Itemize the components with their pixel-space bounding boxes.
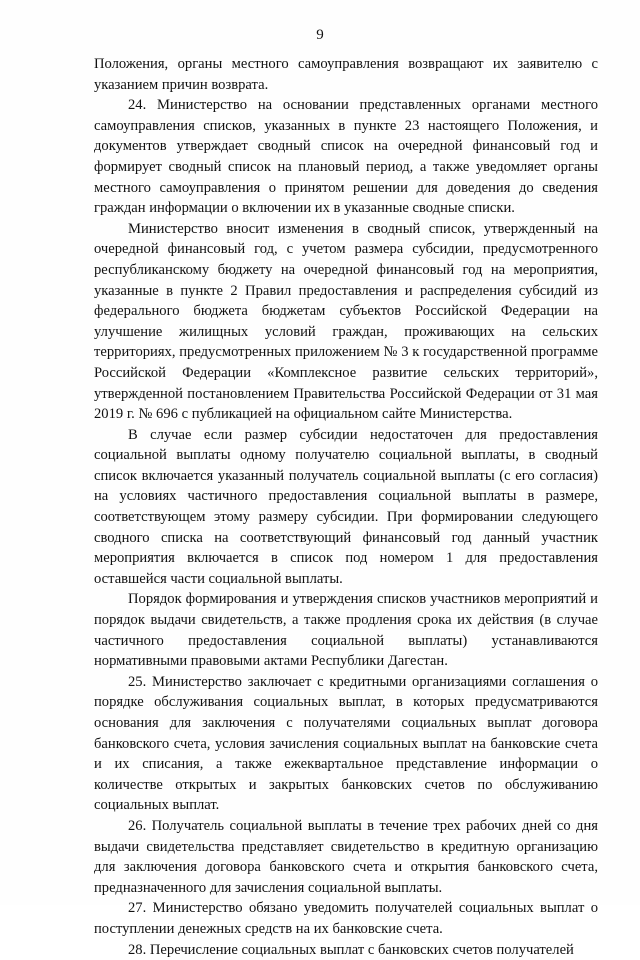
paragraph-insufficient-subsidy: В случае если размер субсидии недостаточен для предоставления социальной выплаты одному получателю социальной выплаты, в сводный список включается указанный получатель социальной выплаты (с его согласия) на условиях частичного предоставления социальной выплаты в размере, соответствующем этому размеру субсидии. При формировании следующего сводного списка на соответствующий финансовый год данный участник мероприятия включается в список под номером 1 для предоставления оставшейся части социальной выплаты.: [94, 426, 598, 587]
paragraph-item-24: 24. Министерство на основании представленных органами местного самоуправления списков, указанных в пункте 23 настоящего Положения, и документов утверждает сводный список на очередной финансовый год и формирует сводный список на плановый период, а также уведомляет органы местного самоуправления о принятом решении для доведения до сведения граждан информации о включении их в указанные сводные списки.: [94, 97, 598, 217]
paragraph-list-changes: Министерство вносит изменения в сводный список, утвержденный на очередной финансовый год, с учетом размера субсидии, предусмотренного республиканскому бюджету на очередной финансовый год на мероприятия, указанные в пункте 2 Правил предоставления и распределения субсидий из федерального бюджета бюджетам субъектов Российской Федерации на улучшение жилищных условий граждан, проживающих на сельских территориях, предусмотренных приложением № 3 к государственной программе Российской Федерации «Комплексное развитие сельских территорий», утвержденной постановлением Правительства Российской Федерации от 31 мая 2019 г. № 696 с публикацией на официальном сайте Министерства.: [94, 220, 598, 423]
document-body: [94, 54, 598, 960]
paragraph-item-28: 28. Перечисление социальных выплат с банковских счетов получателей: [128, 941, 574, 958]
page-number: 9: [316, 27, 324, 43]
paragraph-item-26: 26. Получатель социальной выплаты в течение трех рабочих дней со дня выдачи свидетельства представляет свидетельство в кредитную организацию для заключения договора банковского счета и открытия банковского счета, предназначенного для зачисления социальной выплаты.: [94, 817, 598, 896]
paragraph-item-25: 25. Министерство заключает с кредитными организациями соглашения о порядке обслуживания социальных выплат, в которых предусматриваются основания для заключения с получателями социальных выплат договора банковского счета, условия зачисления социальных выплат на банковские счета и их списания, а также ежеквартальное представление информации о количестве открытых и закрытых банковских счетов по обслуживанию социальных выплат.: [94, 673, 598, 814]
paragraph-item-27: 27. Министерство обязано уведомить получателей социальных выплат о поступлении денежных средств на их банковские счета.: [94, 900, 598, 937]
paragraph-procedure: Порядок формирования и утверждения списков участников мероприятий и порядок выдачи свидетельств, а также продления срока их действия (в случае частичного предоставления социальной выплаты) устанавливаются нормативными правовыми актами Республики Дагестан.: [94, 591, 598, 670]
paragraph-continuation: Положения, органы местного самоуправления возвращают их заявителю с указанием причин возврата.: [94, 56, 598, 93]
